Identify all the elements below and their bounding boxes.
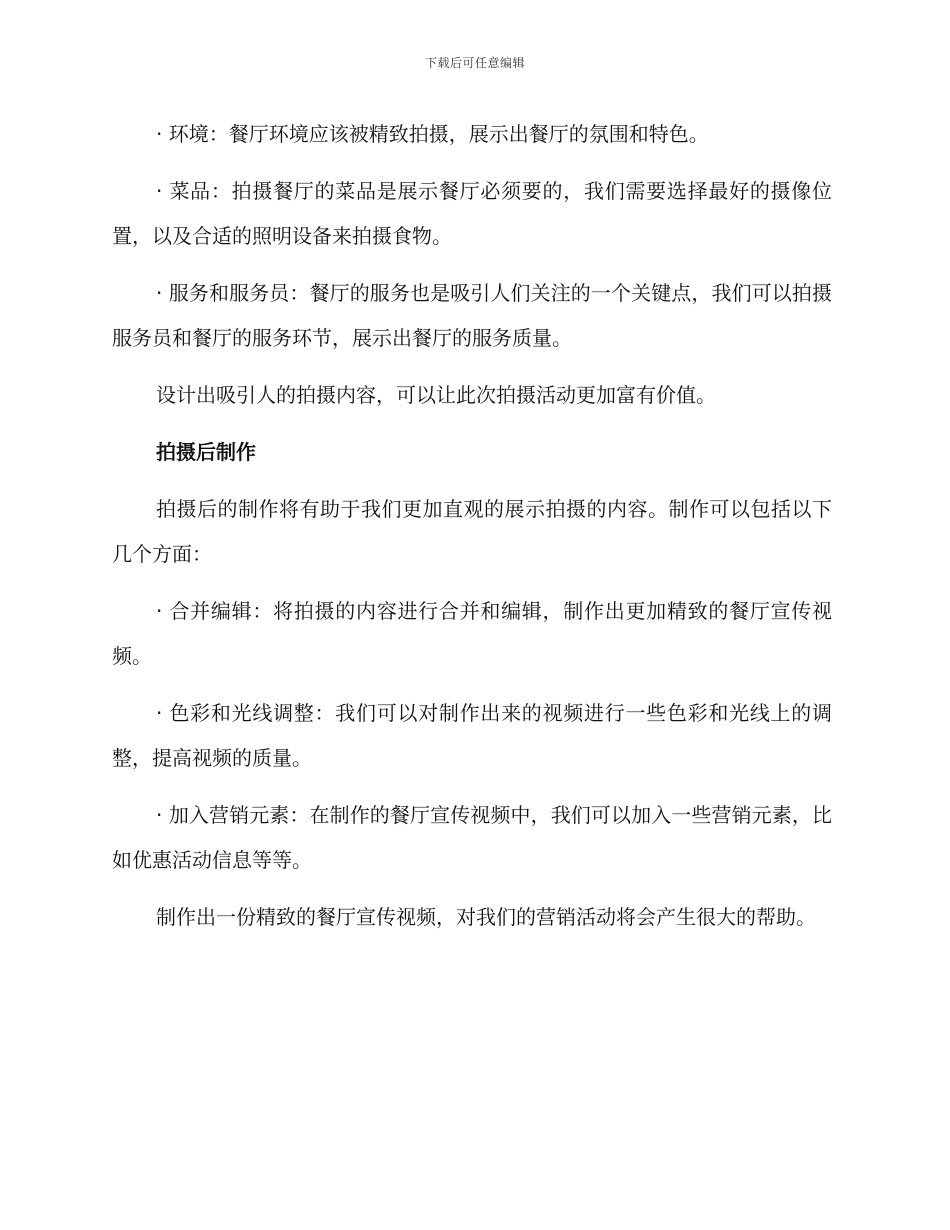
summary-paragraph: 设计出吸引人的拍摄内容，可以让此次拍摄活动更加富有价值。 (156, 383, 716, 407)
bullet-color-light: · 色彩和光线调整：我们可以对制作出来的视频进行一些色彩和光线上的调整，提高视频的质量。 (112, 701, 832, 770)
bullet-service: · 服务和服务员：餐厅的服务也是吸引人们关注的一个关键点，我们可以拍摄服务员和餐厅的服务环节，展示出餐厅的服务质量。 (112, 281, 832, 350)
bullet-dishes: · 菜品：拍摄餐厅的菜品是展示餐厅必须要的，我们需要选择最好的摄像位置，以及合适的照明设备来拍摄食物。 (112, 179, 832, 248)
bullet-merge-edit: · 合并编辑：将拍摄的内容进行合并和编辑，制作出更加精致的餐厅宣传视频。 (112, 599, 832, 668)
section-heading: 拍摄后制作 (156, 440, 256, 464)
closing-paragraph: 制作出一份精致的餐厅宣传视频，对我们的营销活动将会产生很大的帮助。 (156, 905, 816, 929)
bullet-marketing: · 加入营销元素：在制作的餐厅宣传视频中，我们可以加入一些营销元素，比如优惠活动信息等等。 (112, 803, 832, 872)
page-header: 下载后可任意编辑 (424, 56, 525, 70)
post-production-intro: 拍摄后的制作将有助于我们更加直观的展示拍摄的内容。制作可以包括以下几个方面： (112, 497, 832, 566)
bullet-environment: · 环境：餐厅环境应该被精致拍摄，展示出餐厅的氛围和特色。 (156, 122, 709, 146)
document-body (112, 112, 832, 952)
